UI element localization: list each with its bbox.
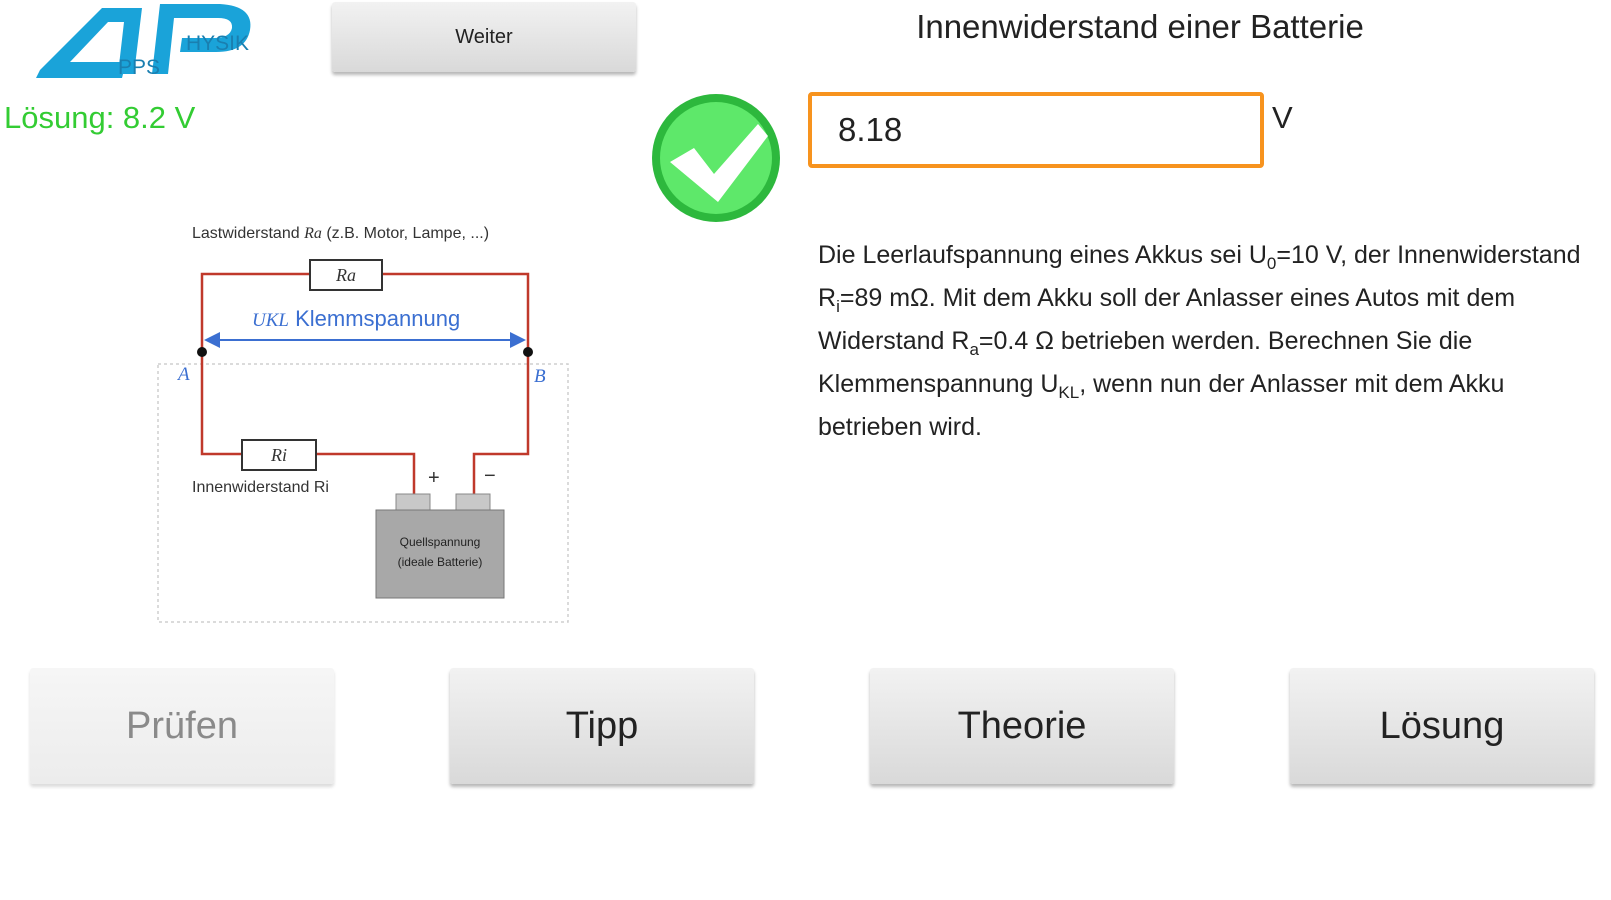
- circuit-diagram: [150, 222, 580, 632]
- problem-subscript: KL: [1058, 383, 1080, 402]
- node-a-dot: [197, 347, 207, 357]
- node-b-dot: [523, 347, 533, 357]
- problem-subscript: 0: [1266, 254, 1277, 273]
- plus-sign: +: [428, 467, 440, 489]
- problem-text-part: =10 V, der Innenwiderstand R: [818, 241, 1581, 312]
- battery-terminal-plus: [396, 494, 430, 510]
- node-b-label: B: [534, 366, 546, 387]
- battery-terminal-minus: [456, 494, 490, 510]
- problem-text-part: , wenn nun der Anlasser mit dem Akku betrieben wird.: [818, 370, 1505, 441]
- load-resistor-label: Ra: [336, 265, 356, 285]
- hint-button[interactable]: Tipp: [450, 668, 754, 784]
- correct-check-icon: [648, 90, 784, 226]
- problem-text-part: Die Leerlaufspannung eines Akkus sei U: [818, 241, 1267, 269]
- solution-text: Lösung: 8.2 V: [4, 100, 196, 135]
- terminal-voltage-label: UKL Klemmspannung: [252, 306, 461, 331]
- page-title: Innenwiderstand einer Batterie: [916, 8, 1364, 45]
- problem-text-part: =89 mΩ. Mit dem Akku soll der Anlasser eines Autos mit dem Widerstand R: [818, 284, 1516, 355]
- logo-pps-text: PPS: [118, 56, 161, 79]
- problem-text-part: =0.4 Ω betrieben werden. Berechnen Sie die Klemmenspannung U: [818, 327, 1473, 398]
- answer-unit: V: [1272, 100, 1293, 135]
- problem-subscript: a: [969, 340, 979, 359]
- internal-resistance-label: Innenwiderstand Ri: [192, 479, 329, 496]
- answer-input[interactable]: [808, 92, 1264, 168]
- ideal-battery: [376, 510, 504, 598]
- next-button[interactable]: Weiter: [332, 2, 636, 72]
- check-button[interactable]: Prüfen: [30, 668, 334, 784]
- solution-button[interactable]: Lösung: [1290, 668, 1594, 784]
- theory-button[interactable]: Theorie: [870, 668, 1174, 784]
- node-a-label: A: [178, 364, 190, 385]
- problem-subscript: i: [836, 297, 840, 316]
- load-label: Lastwiderstand Ra (z.B. Motor, Lampe, ...): [192, 225, 490, 242]
- battery-label-line2: (ideale Batterie): [397, 555, 483, 569]
- battery-label-line1: Quellspannung: [399, 535, 481, 549]
- logo-physik-text: HYSIK: [186, 32, 250, 55]
- problem-text: [818, 234, 1598, 449]
- internal-resistor-label: Ri: [271, 445, 287, 465]
- apps-physik-logo: [30, 0, 270, 84]
- minus-sign: −: [484, 465, 496, 487]
